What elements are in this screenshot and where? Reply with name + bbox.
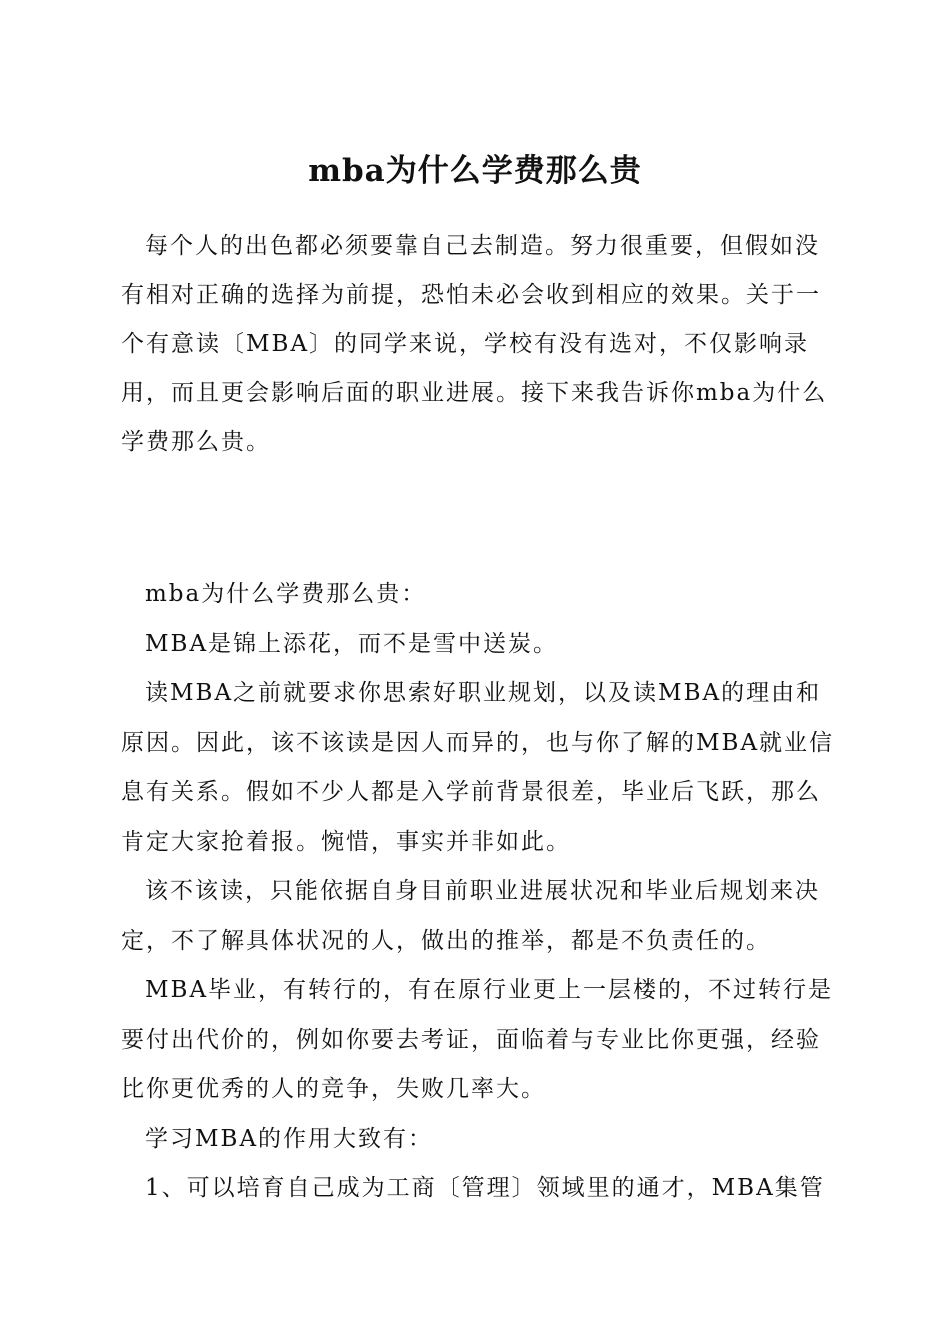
- body-paragraph: MBA是锦上添花，而不是雪中送炭。: [145, 630, 559, 657]
- intro-paragraph: 每个人的出色都必须要靠自己去制造。努力很重要，但假如没有相对正确的选择为前提，恐怕未必会收到相应的效果。关于一个有意读〔MBA〕的同学来说，学校有没有选对，不仅影响录用，而且更会影响后面的职业进展。接下来我告诉你mba为什么学费那么贵。: [121, 233, 828, 455]
- section-heading: mba为什么学费那么贵：: [145, 581, 427, 607]
- body-section: [121, 570, 835, 1214]
- body-paragraph: 读MBA之前就要求你思索好职业规划，以及读MBA的理由和原因。因此，该不该读是因人而异的，也与你了解的MBA就业信息有关系。假如不少人都是入学前背景很差，毕业后飞跃，那么肯定大家抢着报。惋惜，事实并非如此。: [121, 680, 835, 855]
- list-heading: 学习MBA的作用大致有：: [145, 1125, 434, 1152]
- body-paragraph: 该不该读，只能依据自身目前职业进展状况和毕业后规划来决定，不了解具体状况的人，做出的推举，都是不负责任的。: [121, 878, 820, 954]
- list-item: 1、可以培育自己成为工商〔管理〕领域里的通才，MBA集管: [145, 1175, 825, 1201]
- document-title: mba为什么学费那么贵: [308, 153, 642, 189]
- body-paragraph: MBA毕业，有转行的，有在原行业更上一层楼的，不过转行是要付出代价的，例如你要去考证，面临着与专业比你更强，经验比你更优秀的人的竞争，失败几率大。: [121, 977, 834, 1102]
